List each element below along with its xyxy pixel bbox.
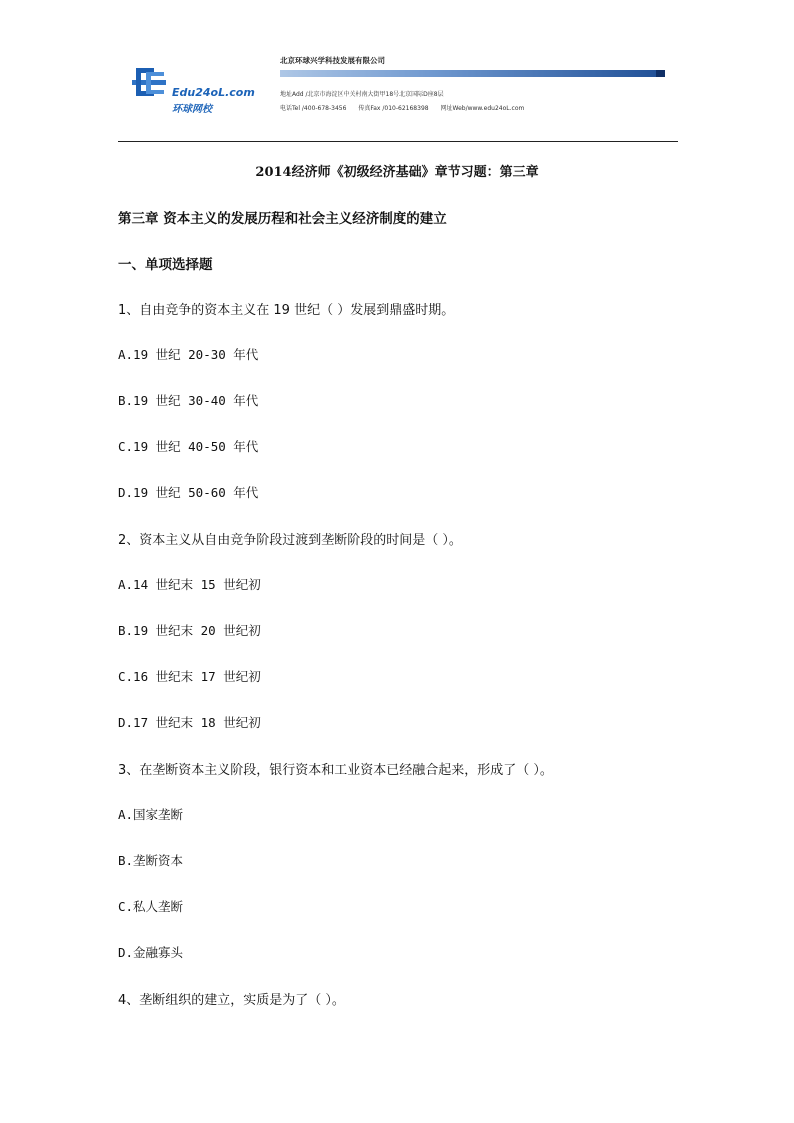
chapter-heading: 第三章 资本主义的发展历程和社会主义经济制度的建立: [118, 211, 447, 227]
company-name: 北京环球兴学科技发展有限公司: [280, 56, 385, 65]
company-contacts: [280, 103, 534, 112]
company-web: 网址Web/www.edu24oL.com: [440, 105, 525, 112]
question-2: 2、资本主义从自由竞争阶段过渡到垄断阶段的时间是（ ）。: [118, 533, 462, 548]
question-1: 1、自由竞争的资本主义在 19 世纪（ ）发展到鼎盛时期。: [118, 303, 455, 318]
question-2-option-b: B.19 世纪末 20 世纪初: [118, 623, 261, 638]
question-2-option-c: C.16 世纪末 17 世纪初: [118, 669, 261, 684]
header-divider: [118, 141, 678, 142]
question-3-option-a: A.国家垄断: [118, 807, 184, 822]
logo-text-cn: 环球网校: [172, 104, 212, 115]
question-1-option-b: B.19 世纪 30-40 年代: [118, 393, 259, 408]
question-3: 3、在垄断资本主义阶段，银行资本和工业资本已经融合起来，形成了（ ）。: [118, 763, 553, 778]
question-3-option-b: B.垄断资本: [118, 853, 184, 868]
question-2-option-a: A.14 世纪末 15 世纪初: [118, 577, 261, 592]
section-heading: 一、单项选择题: [118, 257, 213, 273]
question-3-option-c: C.私人垄断: [118, 899, 184, 914]
logo-e-icon: [132, 66, 168, 98]
header-bar-end: [656, 70, 665, 77]
question-3-option-d: D.金融寡头: [118, 945, 184, 960]
company-logo: [132, 66, 255, 115]
question-1-option-c: C.19 世纪 40-50 年代: [118, 439, 259, 454]
document-title: 2014经济师《初级经济基础》章节习题：第三章: [255, 165, 539, 180]
letterhead: [118, 50, 678, 142]
company-address: 地址Add /北京市海淀区中关村南大街甲18号北京国际D座8层: [280, 91, 444, 98]
question-2-option-d: D.17 世纪末 18 世纪初: [118, 715, 261, 730]
question-4: 4、垄断组织的建立，实质是为了（ ）。: [118, 993, 345, 1008]
question-1-option-d: D.19 世纪 50-60 年代: [118, 485, 259, 500]
question-1-option-a: A.19 世纪 20-30 年代: [118, 347, 259, 362]
logo-text-en: Edu24oL.com: [172, 86, 255, 99]
company-tel: 电话Tel /400-678-3456: [280, 105, 347, 112]
header-gradient-bar: [280, 70, 665, 77]
company-fax: 传真Fax /010-62168398: [358, 105, 429, 112]
